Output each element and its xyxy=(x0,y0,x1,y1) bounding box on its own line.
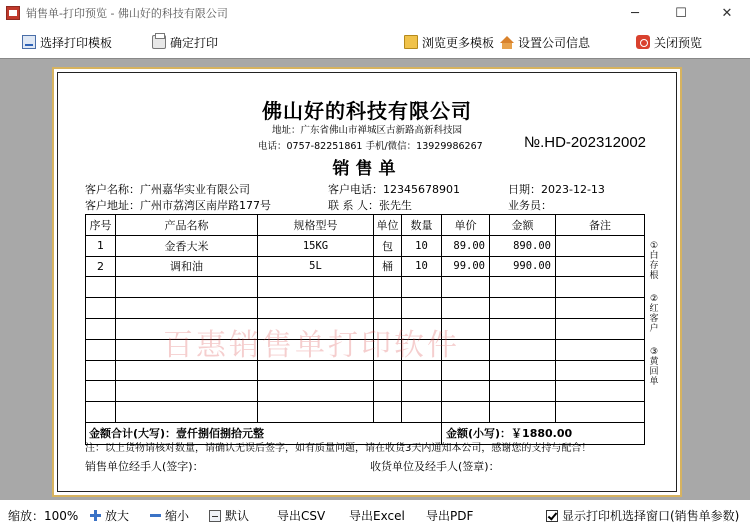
col-header: 备注 xyxy=(556,215,645,236)
cell-spec: 5L xyxy=(258,256,374,277)
close-window-button[interactable]: ✕ xyxy=(721,5,733,21)
paper-sheet xyxy=(52,67,682,497)
total-lower: 金额(小写)：￥1880.00 xyxy=(442,422,645,444)
col-header: 金额 xyxy=(490,215,556,236)
cell-index: 2 xyxy=(86,256,116,277)
default-zoom-label: 默认 xyxy=(225,509,250,523)
items-table xyxy=(85,214,645,445)
zoom-level-label: 缩放：100% xyxy=(8,509,79,523)
document-date: 日期：2023-12-13 xyxy=(508,183,605,196)
preview-area[interactable] xyxy=(0,58,750,500)
table-row-empty xyxy=(86,402,645,423)
close-preview-icon xyxy=(636,35,650,49)
company-settings-button[interactable] xyxy=(500,32,590,52)
table-row-empty xyxy=(86,339,645,360)
export-excel-label: 导出Excel xyxy=(349,509,405,523)
cell-price: 99.00 xyxy=(442,256,490,277)
col-header: 规格型号 xyxy=(258,215,374,236)
contact-person: 联 系 人：张先生 xyxy=(328,199,412,212)
home-icon xyxy=(500,36,514,43)
select-template-button[interactable] xyxy=(22,32,112,52)
seller-signature: 销售单位经手人(签字)： xyxy=(85,460,204,473)
table-row-empty xyxy=(86,381,645,402)
col-header: 序号 xyxy=(86,215,116,236)
browse-templates-label: 浏览更多模板 xyxy=(422,35,495,50)
select-template-label: 选择打印模板 xyxy=(40,35,113,50)
folder-icon xyxy=(404,35,418,49)
show-printer-dialog-label: 显示打印机选择窗口(销售单参数) xyxy=(562,509,740,523)
zoom-level xyxy=(8,507,78,524)
zoom-out-button[interactable] xyxy=(150,507,189,524)
table-row xyxy=(86,256,645,277)
app-icon xyxy=(6,6,20,20)
footer-note: 注：以上货物请核对数量，请确认无误后签字，如有质量问题，请在收货3天内通知本公司，感谢您的支持与配合！ xyxy=(85,443,592,454)
close-preview-button[interactable] xyxy=(636,32,702,52)
col-header: 产品名称 xyxy=(116,215,258,236)
minimize-button[interactable]: ─ xyxy=(631,5,639,21)
export-pdf-label: 导出PDF xyxy=(426,509,474,523)
side-note-red: ②红客户 xyxy=(649,294,659,334)
col-header: 单位 xyxy=(374,215,402,236)
company-address: 地址：广东省佛山市禅城区古新路高新科技园 xyxy=(271,125,462,136)
bottom-bar xyxy=(0,500,750,528)
minus-icon xyxy=(150,514,161,517)
watermark: 百惠销售单打印软件 xyxy=(163,328,460,363)
export-excel-button[interactable] xyxy=(349,507,405,524)
table-row xyxy=(86,235,645,256)
export-csv-button[interactable] xyxy=(277,507,325,524)
table-row-empty xyxy=(86,277,645,298)
zoom-in-button[interactable] xyxy=(90,507,129,524)
customer-phone: 客户电话：12345678901 xyxy=(328,183,460,196)
cell-amount: 890.00 xyxy=(490,235,556,256)
browse-templates-button[interactable] xyxy=(404,32,494,52)
default-zoom-icon xyxy=(209,510,221,522)
show-printer-dialog-checkbox[interactable] xyxy=(546,507,739,524)
cell-unit: 桶 xyxy=(374,256,402,277)
cell-amount: 990.00 xyxy=(490,256,556,277)
cell-unit: 包 xyxy=(374,235,402,256)
confirm-print-label: 确定打印 xyxy=(170,35,219,50)
paper-border xyxy=(57,72,677,492)
company-phone: 电话：0757-82251861 手机/微信：13929986267 xyxy=(258,141,483,152)
company-name: 佛山好的科技有限公司 xyxy=(262,99,472,123)
side-note-white: ①白存根 xyxy=(649,241,659,281)
export-pdf-button[interactable] xyxy=(426,507,473,524)
cell-qty: 10 xyxy=(402,256,442,277)
confirm-print-button[interactable] xyxy=(152,32,218,52)
zoom-out-label: 缩小 xyxy=(165,509,190,523)
template-icon xyxy=(22,35,36,49)
title-bar xyxy=(0,0,750,26)
salesperson: 业务员： xyxy=(508,199,552,212)
cell-qty: 10 xyxy=(402,235,442,256)
total-upper: 金额合计(大写)：壹仟捌佰捌拾元整 xyxy=(86,422,442,444)
window-controls xyxy=(612,0,750,26)
receiver-signature: 收货单位及经手人(签章)： xyxy=(370,460,500,473)
cell-index: 1 xyxy=(86,235,116,256)
customer-address: 客户地址：广州市荔湾区南岸路177号 xyxy=(85,199,271,212)
table-row-empty xyxy=(86,298,645,319)
company-settings-label: 设置公司信息 xyxy=(518,35,591,50)
document-number: №.HD-202312002 xyxy=(524,134,646,151)
close-preview-label: 关闭预览 xyxy=(654,35,703,50)
col-header: 单价 xyxy=(442,215,490,236)
printer-icon xyxy=(152,35,166,49)
cell-spec: 15KG xyxy=(258,235,374,256)
document-title: 销售单 xyxy=(332,159,402,179)
plus-icon xyxy=(90,510,101,521)
table-header xyxy=(86,215,645,236)
checkbox-checked-icon[interactable] xyxy=(546,510,558,522)
export-csv-label: 导出CSV xyxy=(277,509,326,523)
default-zoom-button[interactable] xyxy=(209,507,249,524)
side-note-yellow: ③黄回单 xyxy=(649,347,659,387)
zoom-in-label: 放大 xyxy=(105,509,130,523)
cell-product: 金香大米 xyxy=(116,235,258,256)
window-title: 销售单-打印预览 - 佛山好的科技有限公司 xyxy=(26,7,228,20)
cell-remark xyxy=(556,256,645,277)
maximize-button[interactable]: ☐ xyxy=(675,5,687,21)
cell-product: 调和油 xyxy=(116,256,258,277)
cell-remark xyxy=(556,235,645,256)
customer-name: 客户名称：广州嘉华实业有限公司 xyxy=(85,183,250,196)
cell-price: 89.00 xyxy=(442,235,490,256)
toolbar xyxy=(0,26,750,58)
table-row-empty xyxy=(86,318,645,339)
table-row-empty xyxy=(86,360,645,381)
col-header: 数量 xyxy=(402,215,442,236)
